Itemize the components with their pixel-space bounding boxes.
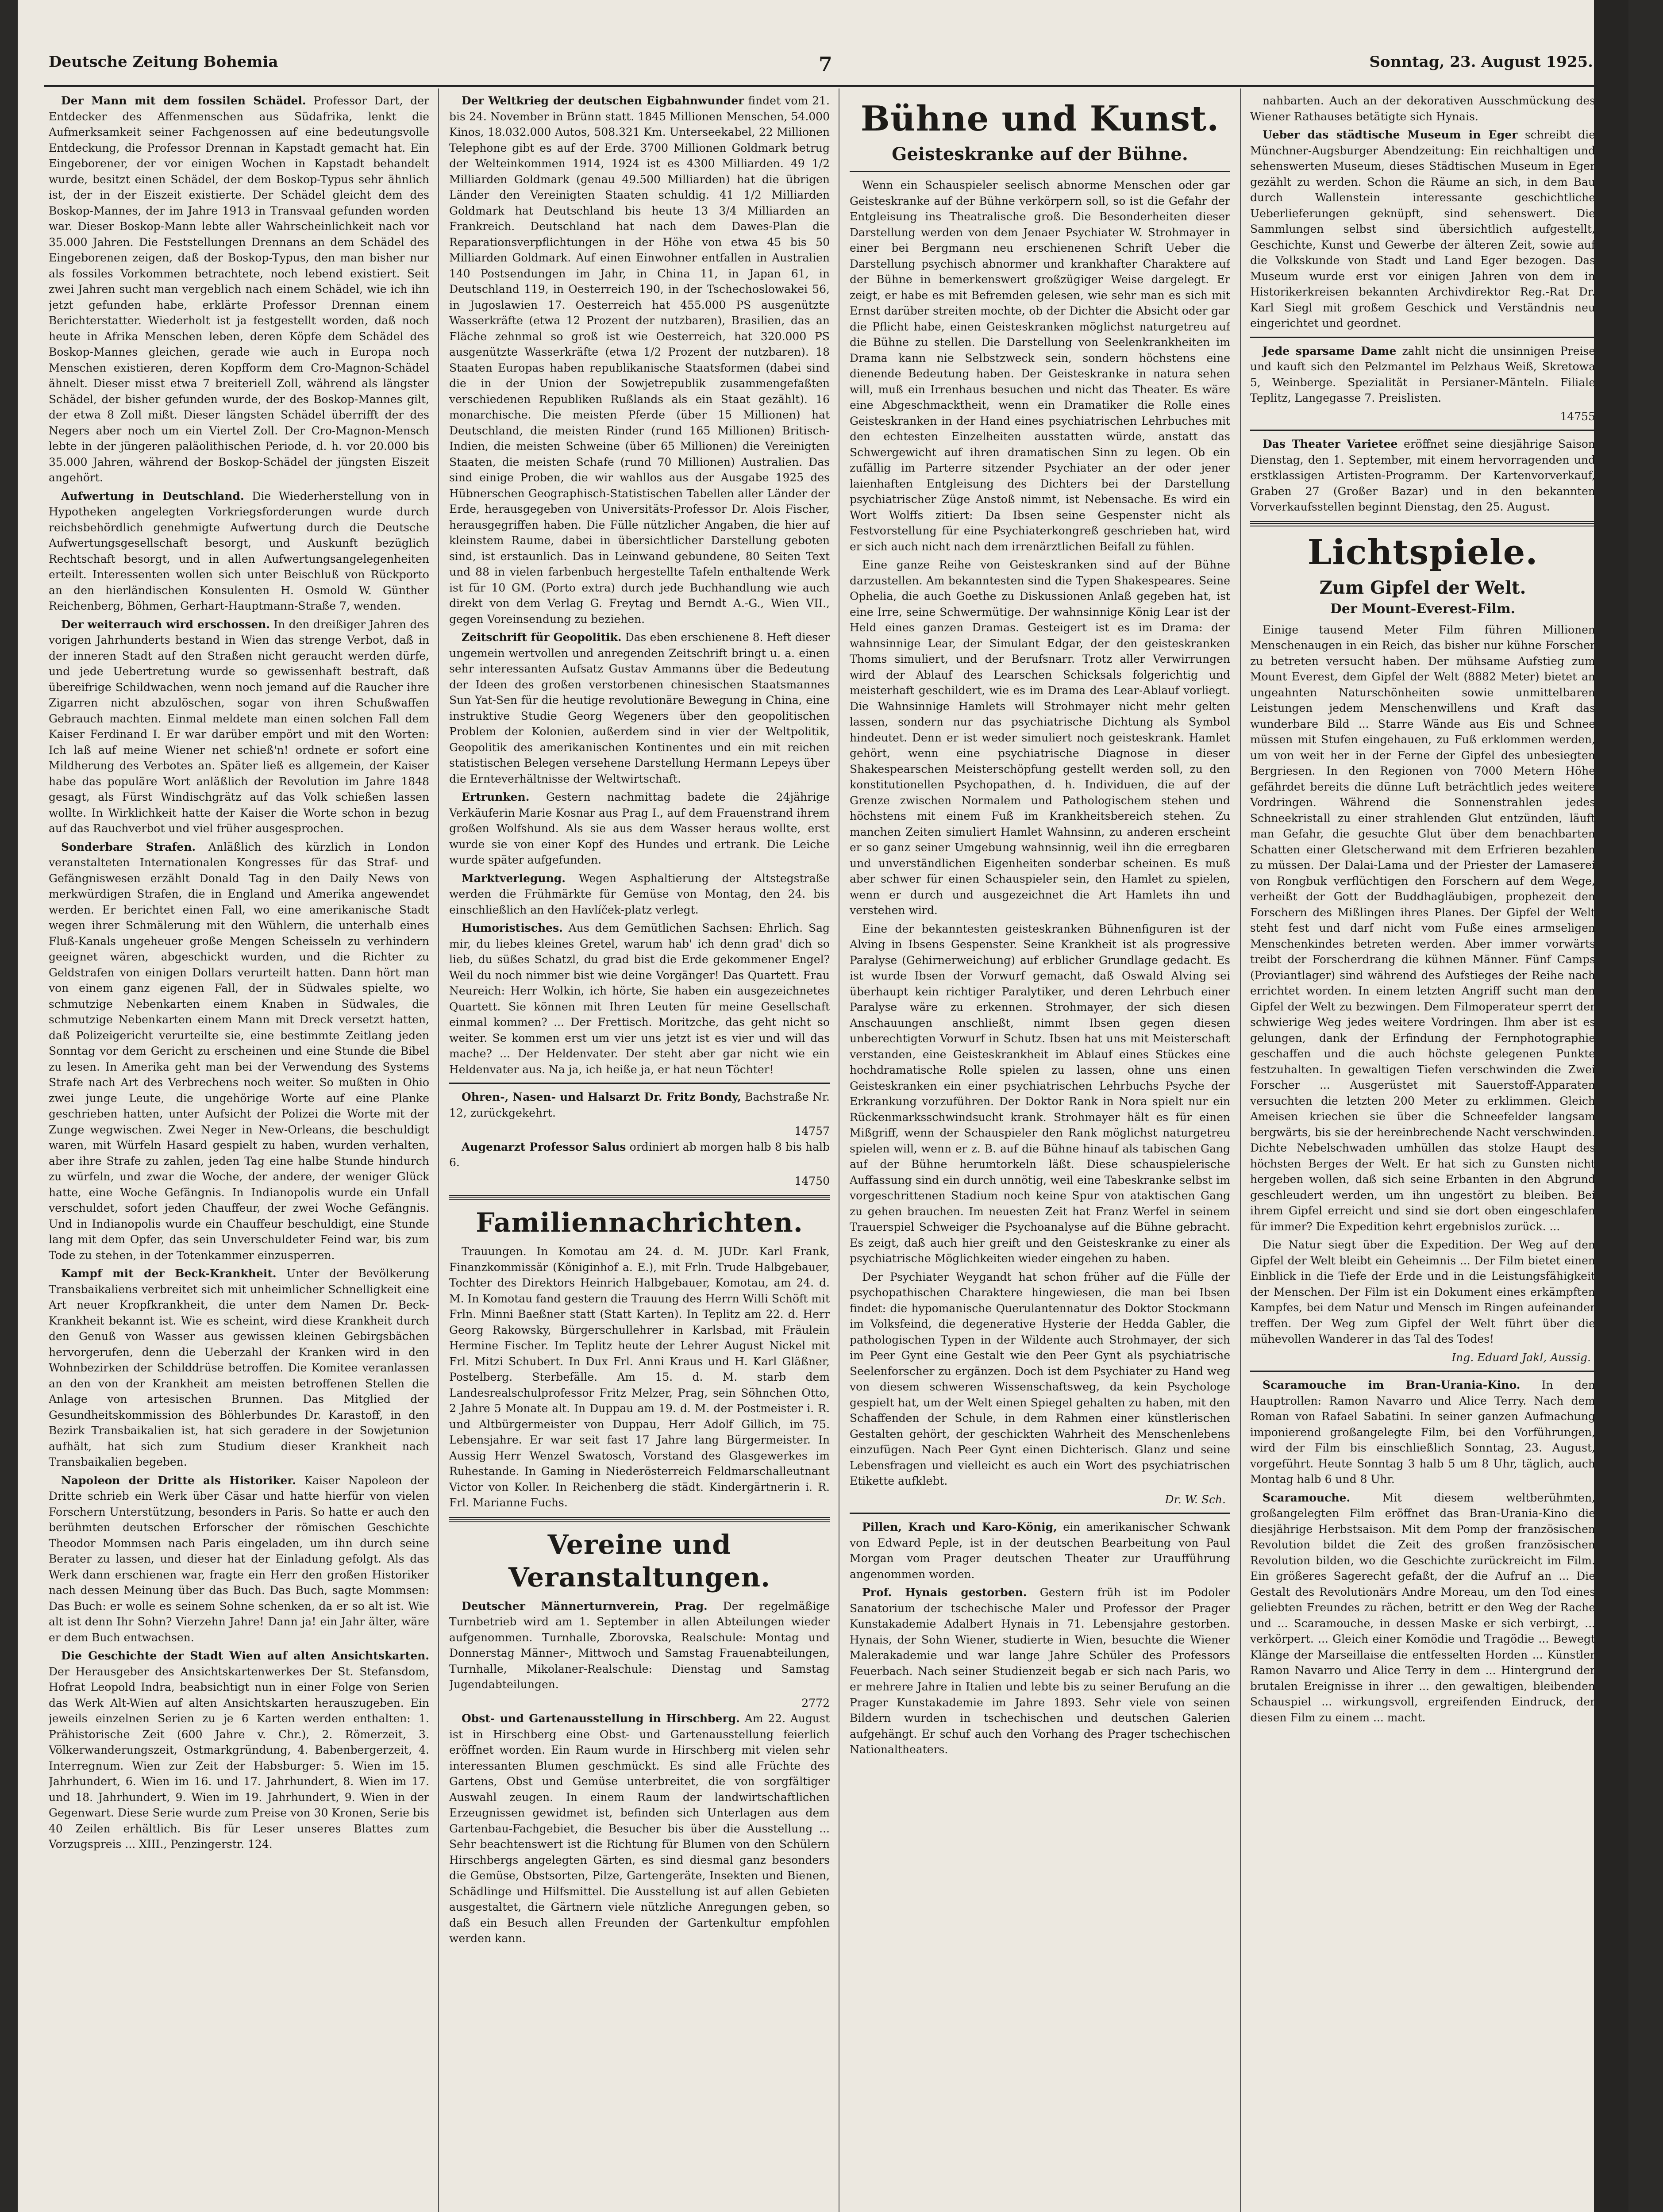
article-title: Humoristisches. (462, 922, 563, 934)
article-body: Am 22. August ist in Hirschberg eine Obst- und Gartenausstellung feierlich eröffnet worden. Ein Raum wurde in Hirschberg mit vielen sehr interessanten Blumen geschmückt. Es sind alle Früchte des Gartens, Obst und Gemüse unterbreitet, die von sorgfältiger Auswahl zeugen. In einem Raum der landwirtschaftlichen Erzeugnissen gewidmet ist, befinden sich Unterlagen aus dem Gartenbau-Fachgebiet, die Besucher bis über die Ausstellung ... Sehr beachtenswert ist die Richtung für Blumen von den Schülern Hirschbergs angelegten Gärten, es sind diesmal ganz besonders die Gemüse, Obstsorten, Pilze, Gartengeräte, Insekten und Bienen, Schädlinge und Hilfsmittel. Die Ausstellung ist auf allen Gebieten ausgestaltet, die Gärtnern viele nützliche Anregungen geben, so daß ein Besuch allen Freunden der Gartenkultur empfohlen werden kann. (449, 1712, 830, 1945)
article-body: Die Natur siegt über die Expedition. Der Weg auf den Gipfel der Welt bleibt ein Geheimnis ... Der Film bietet einen Einblick in die Tiefe der Erde und in die Leistungsfähigkeit der Menschen. Der Film ist ein Dokument eines erkämpften Kampfes, bei dem Natur und Mensch im Ringen aufeinander treffen. Der Weg zum Gipfel der Welt führt über die mühevollen Wanderer in das Tal des Todes! (1250, 1238, 1595, 1345)
column-3 (850, 93, 1230, 2212)
article (449, 1598, 830, 1693)
author-signature: Dr. W. Sch. (1165, 1493, 1226, 1506)
article-body: Wegen Asphaltierung der Altstegstraße werden die Frühmärkte für Gemüse von Montag, den 24. bis einschließlich an den Havlíček-platz verlegt. (449, 872, 830, 916)
article-title: Ertrunken. (462, 791, 530, 803)
article-body: In den Hauptrollen: Ramon Navarro und Alice Terry. Nach dem Roman von Rafael Sabatini. In seiner ganzen Aufmachung imponierend großangelegte Film, bei den Vorführungen, wird der Film bis einschließlich Sonntag, 23. August, vorgeführt. Heute Sonntag 3 halb 5 um 8 Uhr, täglich, auch Montag halb 6 und 8 Uhr. (1250, 1379, 1595, 1486)
article (449, 630, 830, 787)
section-divider (449, 1517, 830, 1522)
advertisement (1250, 343, 1595, 406)
article (449, 789, 830, 868)
article-body: Die Wiederherstellung von in Hypotheken angelegten Vorkriegsforderungen wurde durch reichsbehördlich genehmigte Aufwertung durch die Deutsche Aufwertungsgesellschaft besorgt, und Auskunft bezüglich Rechtschaft besorgt, und in allen Aufwertungsangelegenheiten erteilt. Interessenten wollen sich unter Beischluß von Rückporto an den hierländischen Konsulenten H. Osmold W. Günther Reichenberg, Böhmen, Gerhart-Hauptmann-Straße 7, wenden. (49, 489, 429, 612)
section-heading: Bühne und Kunst. (860, 99, 1220, 139)
article (1250, 127, 1595, 331)
article (1250, 1377, 1595, 1487)
article (850, 1519, 1230, 1582)
article-title: Marktverlegung. (462, 872, 566, 885)
article-body: ein amerikanischer Schwank von Edward Peple, ist in der deutschen Bearbeitung von Paul Morgan vom Prager deutschen Theater zur Uraufführung angenommen worden. (850, 1521, 1230, 1581)
divider (1250, 430, 1595, 431)
article-title: Das Theater Varietee (1263, 438, 1398, 450)
ad-title: Ohren-, Nasen- und Halsarzt Dr. Fritz Bondy, (462, 1091, 741, 1103)
article-body: Kaiser Napoleon der Dritte schrieb ein Werk über Cäsar und hatte hierfür von vielen Forschern Unterstützung, besonders in Paris. So hatte er auch den berühmten deutschen Erforscher der römischen Geschichte Theodor Mommsen nach Paris eingeladen, um ihn durch seine Berater zu lassen, und dieser hat der Einladung gefolgt. Als das Werk dann erschienen war, fragte ein Herr den großen Historiker nach dessen Meinung über das Buch. Das Buch, sagte Mommsen: Das Buch: er wolle es seinem Sohne schenken, da er so alt ist. Wie alt ist denn Ihr Sohn? Vierzehn Jahre! Dann ja! ein Jahr älter, wäre er dem Buch entwachsen. (49, 1474, 429, 1644)
advertisement (449, 1089, 830, 1121)
page-header (49, 53, 1593, 84)
column-rule (438, 88, 439, 2212)
article-body: Unter der Bevölkerung Transbaikaliens verbreitet sich mit unheimlicher Schnelligkeit eine Art neuer Kropfkrankheit, die unter dem Namen Dr. Beck-Krankheit bekannt ist. Wie es scheint, wird diese Krankheit durch den Genuß von Wasser aus gewissen kleinen Gebirgsbächen hervorgerufen, denn die Ueberzahl der Kranken wird in den Wohnbezirken der Schilddrüse betroffen. Die Komitee veranlassen an den von der Krankheit am meisten betroffenen Stellen die Anlage von artesischen Brunnen. Das Mitglied der Gesundheitskommission des Böhlerbundes Dr. Karastoff, in den Bezirk Transbaikalien ist, hat sich geradere in der Sowjetunion aufhält, hat sich zum Studium dieser Krankheit nach Transbaikalien begeben. (49, 1267, 429, 1468)
article-body: eröffnet seine diesjährige Saison Dienstag, den 1. September, mit einem hervorragenden und erstklassigen Artisten-Programm. Der Kartenvorverkauf, Graben 27 (Großer Bazar) und in den bekannten Vorverkaufsstellen beginnt Dienstag, den 25. August. (1250, 438, 1595, 513)
article-body: Mit diesem weltberühmten, großangelegten Film eröffnet das Bran-Urania-Kino die diesjährige Herbstsaison. Mit dem Pomp der französischen Revolution bildet die Zeit des großen französischen Revolution bilden, wo die Geschichte zurückreicht im Film. Ein größeres Sagerecht gefaßt, der die Aufruf an ... Die Gestalt des Revolutionärs Andre Moreau, um den Tod eines geliebten Freundes zu rächen, betritt er den Weg der Rache und ... Scaramouche, in dessen Maske er sich verbirgt, ... verkörpert. ... Gleich einer Komödie und Tragödie ... Bewegt Klänge der Marseillaise die entfesselten Horden ... Künstler Ramon Navarro und Alice Terry in dem ... Hintergrund der brutalen Ereignisse in ihrer ... den gewaltigen, bleibenden Schauspiel ... wirkungsvoll, ergreifenden Eindruck, der diesen Film zu einem ... macht. (1250, 1491, 1595, 1724)
article-body: Der Psychiater Weygandt hat schon früher auf die Fülle der psychopathischen Charaktere hingewiesen, die man bei Ibsen findet: die hypomanische Querulantennatur des Doktor Stockmann im Volksfeind, die degenerative Hysterie der Hedda Gabler, die pathologischen Typen in der Wildente auch Strohmayer, der sich im Peer Gynt eine Gestalt wie den Peer Gynt als psychiatrische Seelenforscher zu ergänzen. Doch ist dem Psychiater zu Hand weg von diesem schweren Wissenschaftsweg, da kein Psychologe gespielt hat, um der Welt einen Spiegel gehalten zu haben, mit den Schaffenden der Schule, in dem Rahmen einer künstlerischen Gestalten gehört, der geschickten Wahrheit des Menschenlebens einzufügen. Nach Peer Gynt einen Dichterisch. Glanz und seine Lebensfragen und vielleicht es auch ein Wort des psychiatrischen Etikette aufklebt. (850, 1270, 1230, 1487)
article-body: Einige tausend Meter Film führen Millionen Menschenaugen in ein Reich, das bisher nur kühne Forscher zu betreten versucht haben. Der mühsame Aufstieg zum Mount Everest, dem Gipfel der Welt (8882 Meter) bietet an ungeahnten Naturschönheiten sowie unmittelbaren Leistungen jedem Menschenwillens und Kraft das wunderbare Bild ... Starre Wände aus Eis und Schnee müssen mit Stufen eingehauen, zu Fuß erklommen werden, um von weit her in der Ferne der Gipfel des unbesiegten Bergriesen. In den Regionen von 7000 Metern Höhe gefährdet bereits die dünne Luft beträchtlich jedes weitere Vordringen. Während die Sonnenstrahlen jedes Schneekristall zu einer strahlenden Glut entzünden, läuft man Gefahr, die gesuchte Glut über dem benachbarten Schatten einer Gletscherwand mit dem Erfrieren bezahlen zu müssen. Der Dalai-Lama und der Priester der Lamaserei von Rongbuk verflüchtigen den Forschern auf dem Wege, verheißt der Gott der Buddhagläubigen, prophezeit den Forschern des Mißlingen ihres Planes. Der Gipfel der Welt steht fest und darf nicht vom Fuße eines armseligen Menschenkindes betreten werden. Aber immer vorwärts treibt der Forscherdrang die kühnen Männer. Fünf Camps (Proviantlager) sind während des Aufstieges der Reihe nach errichtet worden. In einem letzten Angriff sucht man den Gipfel der Welt zu bezwingen. Dem Filmoperateur sperrt der schwierige Weg jedes weitere Vordringen. Ihm aber ist es gelungen, dank der Erfindung der Fernphotographie geschaffen und die auch höchste gelegenen Punkte festzuhalten. In gewaltigen Tiefen verschwinden die Zwei Forscher ... Ausgerüstet mit Sauerstoff-Apparaten versuchten die letzten 200 Meter zu erklimmen. Gleich Ameisen kriechen sie über die Schneefelder langsam bergwärts, bis sie der hereinbrechende Nacht verschwinden. Dichte Nebelschwaden umhüllen das stolze Haupt des höchsten Berges der Welt. Er hat sich zu Gunsten nicht hergeben wollen, daß sich seine Erbanten in den Abgrund geschleudert werden, um ihn ungestört zu bleiben. Bei ihrem Gipfel erreicht und sind sie dort oben eingeschlafen für immer? Die Expedition kehrt ergebnislos zurück. ... (1250, 623, 1595, 1233)
advertisement (449, 1139, 830, 1171)
article-body: Gestern nachmittag badete die 24jährige Verkäuferin Marie Kosnar aus Prag I., auf dem Frauenstrand ihrem großen Wolfshund. Als sie aus dem Wasser heraus wollte, erst wurde sie von einer Kopf des Hundes und ertrank. Die Leiche wurde später aufgefunden. (449, 791, 830, 866)
article-title: Prof. Hynais gestorben. (862, 1586, 1027, 1599)
article-title: Die Geschichte der Stadt Wien auf alten Ansichtskarten. (61, 1649, 429, 1662)
article-body: Der regelmäßige Turnbetrieb wird am 1. September in allen Abteilungen wieder aufgenommen. Turnhalle, Zborovska, Realschule: Montag und Donnerstag Männer-, Mittwoch und Samstag Frauenabteilungen, Turnhalle, Mikolaner-Realschule: Dienstag und Samstag Jugendabteilungen. (449, 1599, 830, 1691)
issue-date: Sonntag, 23. August 1925. (1369, 53, 1593, 71)
ad-number: 14755 (1560, 410, 1595, 423)
article-title: Zeitschrift für Geopolitik. (462, 631, 622, 644)
section-divider (449, 1195, 830, 1200)
article (49, 1648, 429, 1852)
article-body: nahbarten. Auch an der dekorativen Ausschmückung des Wiener Rathauses betätigte sich Hynais. (1250, 94, 1595, 123)
header-rule (44, 85, 1598, 87)
ad-title: Jede sparsame Dame (1263, 344, 1397, 357)
article-body: Anläßlich des kürzlich in London veranstalteten Internationalen Kongresses für das Straf- und Gefängniswesen erzählt Donald Tag in den Daily News von merkwürdigen Strafen, die in England und Amerika angewendet werden. Er berichtet einen Fall, wo eine amerikanische Stadt wegen ihrer Schmälerung mit den Wühlern, die unterhalb eines Fluß-Kanals ungeheuer große Mengen Scheisseln zu verhindern geeignet wären, abgeschickt wurden, und die Richter zu Geldstrafen von einigen Dollars verurteilt hatten. Dann hört man von einem ganz eigenen Fall, der in Südwales spielte, wo schmutzige Nebenkarten einem Knaben in Südwales, die schmutzige Nebenkarten einem Mann mit Dreck versetzt hatten, daß Polizeigericht verurteilte sie, eine bestimmte Zeitlang jeden Sonntag vor dem Gericht zu erscheinen und eine Stunde die Bibel zu lesen. In Amerika geht man bei der Verwendung des Systems Strafe nach Art des Verbrechens noch weiter. So mußten in Ohio zwei junge Leute, die ungehörige Worte auf eine Planke geschrieben hatten, unter Aufsicht der Polizei die Worte mit der Zunge wegwischen. Zwei Neger in New-Orleans, die beschuldigt waren, mit Würfeln Hasard gespielt zu haben, wurden verhalten, aber ihre Strafe zu zahlen, jeden Tag eine halbe Stunde hindurch zu würfeln, und zwar die Woche, der andere, der weniger Glück hatte, eine Woche Gefängnis. In Indianopolis wurde ein Unfall verschuldet, sofort jeden Chauffeur, der zwei Woche Gefängnis. Und in Indianopolis wurde ein Chauffeur beschuldigt, eine Stunde lang mit dem Opfer, das sein Unverschuldeter Feind war, bis zum Tode zu stehen, in der Totenkammer einzusperren. (49, 840, 429, 1262)
article-body: Professor Dart, der Entdecker des Affenmenschen aus Südafrika, lenkt die Aufmerksamkeit seiner Fachgenossen auf eine bedeutungsvolle Entdeckung, die Professor Drennan in Kapstadt gemacht hat. Ein Eingeborener, der vor einigen Wochen in Kapstadt behandelt wurde, besitzt einen Schädel, der dem Boskop-Typus sehr ähnlich ist, der in der Eiszeit existierte. Der Schädel gleicht dem des Boskop-Mannes, der im Jahre 1913 in Transvaal gefunden worden war. Dieser Boskop-Mann lebte aller Wahrscheinlichkeit nach vor 35.000 Jahren. Die Feststellungen Drennans an dem Schädel des Eingeborenen zeigen, daß der Boskop-Typus, den man bisher nur als fossiles Vorkommen betrachtete, noch lebend existiert. Seit zwei Jahren sucht man vergeblich nach einem Schädel, wie ich ihn jetzt gefunden habe, erklärte Professor Drennan einem Berichterstatter. Wiederholt ist ja festgestellt worden, daß noch heute in Afrika Menschen leben, deren Köpfe dem Schädel des Boskop-Mannes gleichen, gerade wie auch in Europa noch Menschen existieren, deren Kopfform dem Cro-Magnon-Schädel ähnelt. Dieser misst etwa 7 breiteriell Zoll, während als längster Schädel, der bisher gefunden wurde, der des Boskop-Mannes gilt, der etwa 8 Zoll mißt. Dieser längsten Schädel überrifft der des Negers aber noch um ein Viertel Zoll. Der Cro-Magnon-Mensch lebte in der jüngeren paläolithischen Periode, d. h. vor 20.000 bis 35.000 Jahren, während der Boskop-Schädel der jüngsten Eiszeit angehört. (49, 94, 429, 484)
article-title: Der Weltkrieg der deutschen Eigbahnwunder (462, 94, 744, 107)
divider (1250, 337, 1595, 338)
section-heading: Vereine und Veranstaltungen. (508, 1529, 771, 1593)
divider (449, 1083, 830, 1084)
ad-number: 14757 (794, 1125, 830, 1137)
article (49, 617, 429, 837)
page-number: 7 (819, 53, 832, 76)
article-body: In den dreißiger Jahren des vorigen Jahrhunderts bestand in Wien das strenge Verbot, daß in der inneren Stadt auf den Straßen nicht geraucht werden dürfe, und jede Uebertretung wurde so gewissenhaft bestraft, daß übereifrige Schildwachen, wenn noch jemand auf die Raucher ihre Zigarren nicht abzulöschen, sogar von ihren Schußwaffen Gebrauch machten. Einmal meldete man einen solchen Fall dem Kaiser Ferdinand I. Er war darüber empört und mit den Worten: Ich laß auf meine Wiener net schieß'n! ordnete er sofort eine Mildherung des Verbotes an. Später ließ es allgemein, der Kaiser habe das populäre Wort anläßlich der Revolution im Jahre 1848 gesagt, als Fürst Windischgrätz auf das Volk schießen lassen wollte. In Wirklichkeit hatte der Kaiser die Worte schon in bezug auf das Rauchverbot und viel früher ausgesprochen. (49, 618, 429, 835)
article-body: Eine ganze Reihe von Geisteskranken sind auf der Bühne darzustellen. Am bekanntesten sind die Typen Shakespeares. Seine Ophelia, die auch Goethe zu Diskussionen Anlaß gegeben hat, ist eine Irre, seine Schwermütige. Der wahnsinnige König Lear ist der Held eines ganzen Dramas. Gesteigert ist es im Drama: der wahnsinnige Lear, der Simulant Edgar, der den geisteskranken Thoms simuliert, und der Berufsnarr. Trotz aller Verwirrungen wird der Ablauf des Learschen Schicksals folgerichtig und meisterhaft geschildert, wie es im Drama des Lear-Ablauf vorliegt. Die Wahnsinnige Hamlets will Strohmayer nicht mehr gelten lassen, sondern nur das psychiatrische Dichtung als Symbol hindeutet. Denn er ist weder simuliert noch geisteskrank. Hamlet gehört, wenn eine psychiatrische Diagnose in dieser Shakespearschen Meisterschöpfung gestellt werden soll, zu den konstitutionellen Psychopathen, d. h. Individuen, die auf der Grenze zwischen Normalem und Pathologischem stehen und höchstens mit einem Fuß im Krankheitsbereich stehen. Zu manchen Zeiten simuliert Hamlet Wahnsinn, zu anderen erscheint er so ganz seiner Umgebung wahnsinnig, weil ihn die erregbaren und unverständlichen Eigenheiten sonderbar scheinen. Es muß aber schwer für einen Schauspieler sein, den Hamlet zu spielen, wenn er durch und ausgezeichnet die Art Hamlets ihn und verstehen wird. (850, 558, 1230, 917)
article-title: Scaramouche. (1263, 1491, 1351, 1504)
article-body: Gestern früh ist im Podoler Sanatorium der tschechische Maler und Professor der Prager Kunstakademie Adalbert Hynais in 71. Lebensjahre gestorben. Hynais, der Sohn Wiener, studierte in Wien, besuchte die Wiener Malerakademie und war lange Jahre Schüler des Professors Feuerbach. Nach seiner Studienzeit begab er sich nach Paris, wo er mehrere Jahre in Italien und lebte bis zu seiner Berufung an die Prager Kunstakademie im Jahre 1893. Sehr viele von seinen Bildern wurden in tschechischen und deutschen Galerien aufgehängt. Er schuf auch den Vorhang des Prager tschechischen Nationaltheaters. (850, 1586, 1230, 1756)
article-title: Scaramouche im Bran-Urania-Kino. (1263, 1379, 1521, 1391)
ad-number: 14750 (794, 1174, 830, 1187)
ad-body: zahlt nicht die unsinnigen Preise und kauft sich den Pelzmantel im Pelzhaus Weiß, Skretowa 5, Weinberge. Spezialität in Persianer-Mänteln. Filiale Teplitz, Langegasse 7. Preislisten. (1250, 344, 1595, 404)
column-1 (49, 93, 429, 2212)
article-headline: Zum Gipfel der Welt. (1319, 577, 1526, 598)
article-body: Der Herausgeber des Ansichtskartenwerkes Der St. Stefansdom, Hofrat Leopold Indra, beabsichtigt nun in einer Folge von Serien das Werk Alt-Wien auf alten Ansichtskarten herauszugeben. Ein jeweils einzelnen Serien zu je 6 Karten werden enthalten: 1. Prähistorische Zeit (600 Jahre v. Chr.), 2. Römerzeit, 3. Völkerwanderungszeit, Ostmarkgründung, 4. Babenbergerzeit, 4. Interregnum. Wien zur Zeit der Habsburger: 5. Wien im 15. Jahrhundert, 6. Wien im 16. und 17. Jahrhundert, 8. Wien im 17. und 18. Jahrhundert, 9. Wien im 19. Jahrhundert, 9. Wien in der Gegenwart. Diese Serie wurde zum Preise von 30 Kronen, Serie bis 40 Zeilen erhältlich. Bis für Leser unseres Blattes zum Vorzugspreis ... XIII., Penzingerstr. 124. (49, 1665, 429, 1851)
article-title: Ueber das städtische Museum in Eger (1263, 128, 1518, 141)
divider (1250, 1371, 1595, 1372)
article (449, 871, 830, 918)
article (1250, 436, 1595, 515)
article-title: Der Mann mit dem fossilen Schädel. (61, 94, 306, 107)
scan-edge (1594, 0, 1628, 2212)
article (49, 839, 429, 1263)
section-divider (1250, 521, 1595, 526)
article-body: Trauungen. In Komotau am 24. d. M. JUDr. Karl Frank, Finanzkommissär (Königinhof a. E.), mit Frln. Trude Halbgebauer, Tochter des Direktors Heinrich Halbgebauer, Komotau, am 24. d. M. In Komotau fand gestern die Trauung des Herrn Willi Schöft mit Frln. Minni Baeßner statt (Statt Karten). In Teplitz am 22. d. Herr Georg Rakowsky, Bürgerschullehrer in Karlsbad, mit Fräulein Hermine Fischer. Im Teplitz heute der Lehrer August Nickel mit Frl. Mitzi Schubert. In Dux Frl. Anni Kraus und H. Karl Gläßner, Postelberg. Sterbefälle. Am 15. d. M. starb dem Landesrealschulprofessor Fritz Melzer, Prag, sein Söhnchen Otto, 2 Jahre 5 Monate alt. In Duppau am 19. d. M. der Postmeister i. R. und Altbürgermeister von Duppau, Herr Adolf Gillich, im 75. Lebensjahre. Er war seit fast 17 Jahre lang Bürgermeister. In Aussig Herr Wenzel Swatosch, Vorstand des Glasgewerkes im Ruhestande. In Gaming in Niederösterreich Feldmarschalleutnant Victor von Koller. In Reichenberg die städt. Kindergärtnerin i. R. Frl. Marianne Fuchs. (449, 1245, 830, 1509)
article-title: Pillen, Krach und Karo-König, (862, 1521, 1057, 1533)
article-title: Kampf mit der Beck-Krankheit. (61, 1267, 277, 1280)
article (449, 93, 830, 627)
article-title: Der weiterrauch wird erschossen. (61, 618, 270, 631)
article-title: Obst- und Gartenausstellung in Hirschberg. (462, 1712, 740, 1725)
article-title: Deutscher Männerturnverein, Prag. (462, 1599, 708, 1613)
article (49, 488, 429, 614)
article-subheadline: Der Mount-Everest-Film. (1330, 601, 1516, 617)
article-title: Napoleon der Dritte als Historiker. (61, 1474, 296, 1487)
ad-body: ordiniert ab morgen halb 8 bis halb 6. (449, 1140, 830, 1169)
article (449, 1711, 830, 1947)
article (49, 93, 429, 486)
divider (850, 1513, 1230, 1514)
divider (850, 171, 1230, 172)
section-heading: Familiennachrichten. (476, 1207, 803, 1238)
article-body: findet vom 21. bis 24. November in Brünn statt. 1845 Millionen Menschen, 54.000 Kinos, 18.032.000 Autos, 508.321 Km. Unterseekabel, 22 Millionen Telephone gibt es auf der Erde. 3700 Millionen Goldmark betrug der Welteinkommen 1914, 1924 ist es 4300 Milliarden. 49 1/2 Milliarden Goldmark (genau 49.500 Milliarden) hat die übrigen Länder den Vereinigten Staaten schuldig. 41 1/2 Milliarden Goldmark hat Deutschland bis heute 13 3/4 Milliarden an Frankreich. Deutschland hat nach dem Dawes-Plan die Reparationsverpflichtungen in der Höhe von etwa 45 bis 50 Milliarden Goldmark. Auf einen Einwohner entfallen in Australien 140 Postsendungen im Jahr, in China 11, in Japan 61, in Deutschland 119, in Oesterreich 190, in der Tschechoslowakei 56, in Jugoslawien 17. Oesterreich hat 455.000 PS ausgenützte Wasserkräfte (etwa 12 Prozent der nutzbaren), Brasilien, das an Fläche zehnmal so groß ist wie Oesterreich, hat 320.000 PS ausgenützte Wasserkräfte (etwa 1/2 Prozent der nutzbaren). 18 Staaten Europas haben republikanische Staatsformen (dabei sind die in der Union der Sowjetrepublik zusammengefaßten verschiedenen Republiken Rußlands als ein Staat gezählt). 16 monarchische. Die meisten Pferde (über 15 Millionen) hat Deutschland, die meisten Rinder (rund 165 Millionen) Britisch-Indien, die meisten Schweine (über 65 Millionen) die Vereinigten Staaten, die meisten Schafe (rund 70 Millionen) Australien. Das sind einige Proben, die wir wahllos aus der Ausgabe 1925 des Hübnerschen Geographisch-Statistischen Tabellen aller Länder der Erde, herausgegeben von Universitäts-Professor Dr. Alois Fischer, herausgegriffen haben. Die Fülle nützlicher Angaben, die hier auf kleinstem Raume, dabei in übersichtlicher Darstellung geboten sind, ist erstaunlich. Das in Leinwand gebundene, 80 Seiten Text und 88 in vielen farbenbuch hergestellte Tafeln enthaltende Werk ist für 10 GM. (Porto extra) durch jede Buchhandlung wie auch direkt von dem Verlag G. Freytag und Berndt A.-G., Wien VII., gegen Voreinsendung zu beziehen. (449, 94, 830, 626)
article-title: Sonderbare Strafen. (61, 840, 196, 853)
article (1250, 1490, 1595, 1726)
article-body: schreibt die Münchner-Augsburger Abendzeitung: Ein reichhaltigen und sehenswerten Museum, dieses Städtischen Museum in Eger gezählt zu werden. Schon die Räume an sich, in dem Bau durch Wallenstein interessante geschichtliche Ueberlieferungen geknüpft, sind sehenswert. Die Sammlungen selbst sind übersichtlich aufgestellt, Geschichte, Kunst und Gewerbe der älteren Zeit, sowie auf die Volkskunde von Stadt und Land Eger bezogen. Das Museum wurde erst vor einigen Jahren von dem in Historikerkreisen bekannten Archivdirektor Reg.-Rat Dr. Karl Siegl mit großem Geschick und Verständnis neu eingerichtet und geordnet. (1250, 128, 1595, 330)
ad-number: 2772 (801, 1696, 830, 1709)
column-2 (449, 93, 830, 2212)
column-4 (1250, 93, 1595, 2212)
article-body: Eine der bekanntesten geisteskranken Bühnenfiguren ist der Alving in Ibsens Gespenster. Seine Krankheit ist als progressive Paralyse (Gehirnerweichung) auf erblicher Grundlage gedacht. Es ist wurde Ibsen der Vorwurf gemacht, daß Oswald Alving sei überhaupt kein richtiger Paralytiker, und deren Lehrbuch einer Paralyse wäre zu erkennen. Strohmayer, der sich diesen Anschauungen anschließt, nimmt Ibsen gegen diesen unberechtigten Vorwurf in Schutz. Ibsen hat uns mit Meisterschaft verstanden, eine Geisteskrankheit im Ablauf eines Stückes eine hochdramatische Rolle spielen zu lassen, ohne uns einen Geisteskranken ein einer psychiatrischen Lehrbuchs Psyche der Erkrankung vorzuführen. Der Doktor Rank in Nora spielt nur ein Rückenmarksschwindsucht krank. Strohmayer hält es für einen Mißgriff, wenn der Schauspieler den Rank möglichst naturgetreu spielen will, wenn er z. B. auf die Bühne hinauf als tabischen Gang auf der Bühne herumtorkeln läßt. Diese schauspielerische Auffassung sind ein durch unnötig, weil eine Tabeskranke selbst im vorgeschrittenen Stadium noch keine Spur von ataktischen Gang zu gehen brauchen. Im neuesten Zeit hat Franz Werfel in seinem Trauerspiel Schweiger die Psychoanalyse auf die Bühne gebracht. Es zeigt, daß auch hier greift und den Geisteskranke zu einer als psychiatrische Möglichkeiten wieder eingehen zu haben. (850, 922, 1230, 1265)
article-body: Aus dem Gemütlichen Sachsen: Ehrlich. Sag mir, du liebes kleines Gretel, warum hab' ich denn grad' dich so lieb, du süßes Schatzl, du grad bist die Erde gekommener Engel? Weil du noch nimmer bist wie deine Vorgänger! Das Quartett. Frau Neureich: Herr Wolkin, ich hörte, Sie haben ein ausgezeichnetes Quartett. Sie können mit Ihren Leuten für meine Gesellschaft einmal kommen? ... Der Frettisch. Moritzche, das geht nicht so weiter. Se kommen erst um vier uns jetzt ist es vier und will das mache? ... Der Heldenvater. Der steht aber gar nicht wie ein Heldenvater aus. Na ja, ich heiße ja, er hat neun Töchter! (449, 922, 830, 1076)
newspaper-name: Deutsche Zeitung Bohemia (49, 53, 278, 71)
section-heading: Lichtspiele. (1307, 532, 1538, 572)
article (49, 1266, 429, 1470)
ad-body: Bachstraße Nr. 12, zurückgekehrt. (449, 1091, 830, 1119)
author-signature: Ing. Eduard Jakl, Aussig. (1451, 1351, 1591, 1364)
article (850, 1585, 1230, 1758)
article-title: Aufwertung in Deutschland. (61, 489, 244, 503)
article (49, 1473, 429, 1646)
article-body: Wenn ein Schauspieler seelisch abnorme Menschen oder gar Geisteskranke auf der Bühne verkörpern soll, so ist die Gefahr der Entgleisung ins Theatralische groß. Die Besonderheiten dieser Darstellung werden von dem Jenaer Psychiater W. Strohmayer in einer bei Bergmann neu erschienenen Schrift Ueber die Darstellung psychisch abnormer und krankhafter Charaktere auf der Bühne in bemerkenswert großzügiger Weise dargelegt. Er zeigt, er habe es mit Befremden gelesen, wie sehr man es sich mit Ernst darüber streiten mochte, ob der Dichter die Absicht oder gar die Pflicht habe, einen Geisteskranken möglichst naturgetreu auf die Bühne zu stellen. Die Darstellung von Seelenkrankheiten im Drama kann nie Selbstzweck sein, sondern höchstens eine dienende Bedeutung haben. Der Geisteskranke in natura sehen will, muß ein Irrenhaus besuchen und nicht das Theater. Es wäre eine Abgeschmacktheit, wenn ein Dramatiker die Rolle eines Geisteskranken in der Hand eines psychiatrischen Lehrbuches mit den echtesten Einzelheiten ausstatten würde, anstatt das Schwergewicht auf ihren dramatischen Sinn zu legen. Ob ein zufällig im Parterre sitzender Psychiater an der oder jener laienhaften Entgleisung des Dichters bei der Darstellung psychiatrischer Züge Anstoß nimmt, ist Nebensache. Es wird ein Wort Wolffs zitiert: Da Ibsen seine Gespenster nicht als Festvorstellung für eine Psychiaterkongreß geschrieben hat, wird er sich auch nicht nach dem irrenärztlichen Beifall zu fühlen. (850, 179, 1230, 553)
article (449, 920, 830, 1077)
article-headline: Geisteskranke auf der Bühne. (892, 144, 1188, 165)
ad-title: Augenarzt Professor Salus (462, 1140, 626, 1153)
article-body: Das eben erschienene 8. Heft dieser ungemein wertvollen und anregenden Zeitschrift bringt u. a. einen sehr interessanten Aufsatz Gustav Ammanns über die Bedeutung der Ideen des großen verstorbenen chinesischen Staatsmannes Sun Yat-Sen für die heutige revolutionäre Bewegung in China, eine instruktive Studie Georg Wegeners über den geopolitischen Problem der Kolonien, außerdem sind in vier der Weltpolitik, Geopolitik des amerikanischen Kontinentes und ein mit reichen statistischen Belegen versehene Darstellung Hermann Lepeys über die Ernteverhältnisse der Weltwirtschaft. (449, 631, 830, 785)
newspaper-page (18, 0, 1628, 2212)
column-rule (1240, 88, 1241, 2212)
